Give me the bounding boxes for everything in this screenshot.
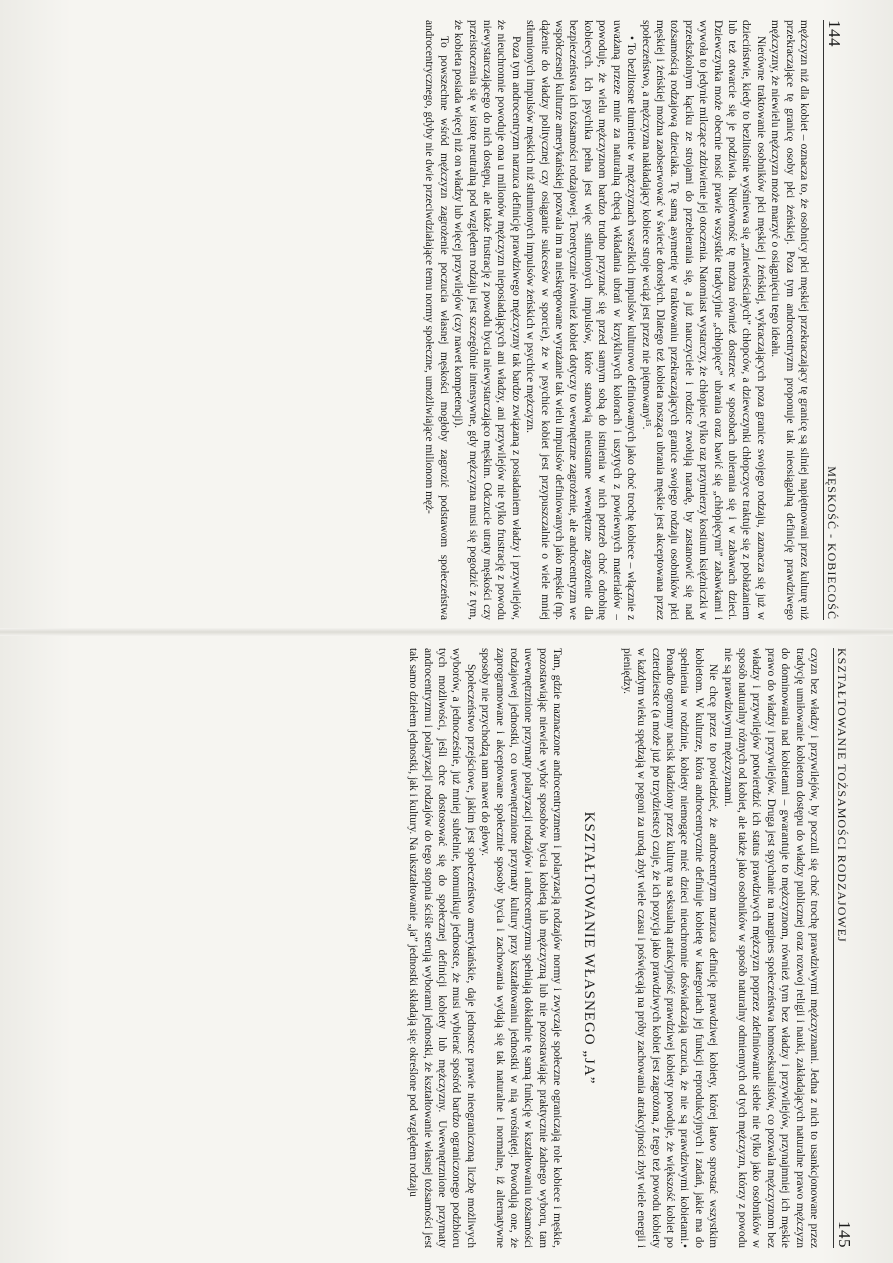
paragraph: Poza tym androcentryzm narzuca definicję prawdziwego mężczyzny tak bardzo związaną z posiadaniem władzy i przywilejów, że nieuchronnie powoduje ona u milionów mężczyzn nieposiadających ani władzy, ani przywilejów nie tylko frustrację z powodu niewystarczającego do nich dostępu, ale także frustrację z powodu bycia niewystarczająco męskim. Odczucie utraty męskości czy przeistoczenia się w istotę neutralną pod względem rodzaju jest szczególnie intensywne, gdy mężczyzna musi się pogodzić z tym, że kobieta posiada więcej niż on władzy lub więcej przywilejów (czy nawet kompetencji). xyxy=(452,20,522,620)
section-title: KSZTAŁTOWANIE WŁASNEGO „JA” xyxy=(581,811,598,1085)
running-head: KSZTAŁTOWANIE TOŻSAMOŚCI RODZAJOWEJ xyxy=(835,648,849,943)
paragraph: czyzn bez władzy i przywilejów, by poczuli się choć trochę prawdziwymi mężczyznami. Jedna z nich to usankcjonowane przez tradycję umiłowanie kobietom dostępu do władzy publicznej oraz rozwoj religii i nauki, zakładających naturalne prawo mężczyzn do dominowania nad kobietami – gwarantuje to mężczyznom, również tym bez władzy i przywilejów, przynajmniej ich męskie prawo do władzy i przywilejów. Druga jest spychanie na margines społeczeństwa homoseksualistów, co pozwala mężczyznom bez władzy i przywilejów potwierdzić ich status prawdziwych mężczyzn poprzez zdefiniowanie siebie nie tylko jako osobników w sposób naturalny różnych od kobiet, ale także jako osobników w sposób naturalny odmiennych od tych mężczyzn, którzy z powodu nie są prawdziwymi mężczyznami. xyxy=(721,648,820,1248)
paragraph: Nierówne traktowanie osobników płci męskiej i żeńskiej, wykraczających poza granice swojego rodzaju, zaznacza się już w dzieciństwie, kiedy to bezlitośnie wyśmiewa się „zniewieściałych” chłopców, a dziewczynki chłopczyce traktuje się z pobłażaniem lub też otwarcie się je podziwia. Nierówność tę można również dostrzec w sposobach ubierania się i w zabawach dzieci. Dziewczynka może obecnie nosić prawie wszystkie tradycyjnie „chłopięce” ubrania oraz bawić się „chłopięcymi” zabawkami i wywoła to jedynie milczące zdziwienie jej otoczenia. Natomiast wystarczy, że chłopiec tylko raz przymierzy kostium księżniczki w przedszkolnym kąciku ze strojami do przebierania się, a już nauczyciele i rodzice zwołują naradę, by zastanowić się nad tożsamością rodzajową dzieciaka. Tę samą asymetrię w traktowaniu przekraczających granice swojego rodzaju osobników płci męskiej i żeńskiej można zaobserwować w świecie dorosłych. Dlatego też kobieta nosząca ubrania męskie jest akceptowana przez społeczeństwo, a mężczyzna nakładający kobiece stroje wciąż jest przez nie piętnowany¹⁵. xyxy=(639,20,767,620)
paragraph: To powszechne wśród mężczyzn zagrożenie poczucia własnej męskości mogłoby zagrozić podstawom społeczeństwa androcentrycznego, gdyby nie dwie przeciwdziałające temu normy społeczne, umożliwiające milionom męż- xyxy=(423,20,450,620)
book-gutter xyxy=(0,628,893,636)
page-header xyxy=(823,20,852,620)
paragraph: Społeczeństwo przejściowe, jakim jest społeczeństwo amerykańskie, daje jednostce prawie nieograniczoną liczbę możliwych wyborów, a jednocześnie, już mniej subtelnie, komunikuje jednostce, że musi wybierać spośród bardzo ograniczonego podzbioru tych możliwości, jeśli chce dostosować się do społecznej definicji kobiety lub mężczyzny. Uwewnętrznione przymaty androcentryzmu i polaryzacji rodzajów do tego stopnia ściśle sterują wyborami jednostki, że kształtowanie własnej tożsamości jest tak samo dziełem jednostki, jak i kultury. Na ukształtowanie „ja” jednostki składają się: określone pod względem rodzaju xyxy=(407,648,477,1248)
running-head: MĘSKOŚĆ - KOBIECOŚĆ xyxy=(825,466,839,620)
page-145 xyxy=(42,648,862,1248)
page-144 xyxy=(32,20,852,620)
page-number: 145 xyxy=(835,1221,854,1248)
paragraph: mężczyzn niż dla kobiet – oznacza to, że osobnicy płci męskiej przekraczający tę granicę są silniej napiętnowani przez kulturę niż przekraczające tę granicę osoby płci żeńskiej. Poza tym androcentryzm proponuje tak nieosiągalną definicję prawdziwego mężczyzny, że niewielu mężczyzn może marzyć o osiągnięciu tego ideału. xyxy=(769,20,810,620)
page-header xyxy=(833,648,862,1248)
paragraph: • To bezlitosne tłumienie w mężczyznach wszelkich impulsów kulturowo definiowanych jako choć trochę kobiece – włącznie z uważaną przeze mnie za naturalną chęcią wkładania ubrań w krzykliwych kolorach i uszytych z powiewnych materiałów – powoduje, że wielu mężczyznom bardzo trudno przyznać się przed samym sobą do istnienia w nich potrzeb choć odrobinę kobiecych. Ich psychika pełna jest więc stłumionych impulsów, które stanowią nieustanne wewnętrzne zagrożenie dla bezpieczeństwa ich tożsamości rodzajowej. Teoretycznie również kobiet dotyczy to wewnętrzne zagrożenie, ale androcentryzm we współczesnej kulturze amerykańskiej pozwala im na nieskrępowane wyrażanie tak wielu impulsów definiowanych jako męskie (np. dążenie do władzy politycznej czy osiąganie sukcesów w sporcie), że w psychice kobiet jest przypuszczalnie o wiele mniej stłumionych impulsów męskich niż stłumionych impulsów żeńskich w psychice mężczyzn. xyxy=(524,20,638,620)
paragraph: Nie chcę przez to powiedzieć, że androcentryzm narzuca definicję prawdziwej kobiety, której łatwo sprostać wszystkim kobietom. W kulturze, która androcentrycznie definiuje kobietę w kategoriach jej funkcji reprodukcyjnych i zadań, jakie ma do spełnienia w rodzinie, kobiety niemogące mieć dzieci nieuchronnie doświadczają uczucia, że nie są prawdziwymi kobietami.• Ponadto ogromny nacisk kładziony przez kulturę na seksualną atrakcyjność prawdziwej kobiety powoduje, że większość kobiet po czterdziestce (a może już po trzydziestce) czuje, że ich pozycja jako prawdziwych kobiet jest zagrożona, z tego też powodu kobiety w każdym wieku spędzają w pogoni za urodą zbyt wiele czasu i poświęcają na próby zachowania atrakcyjności zbyt wiele energii i pieniędzy. xyxy=(620,648,720,1248)
paragraph: Tam, gdzie naznaczone androcentryzmem i polaryzacją rodzajów normy i zwyczaje społeczne ograniczają role kobiece i męskie, pozostawiając niewiele wybór sposobów bycia kobietą lub mężczyzną lub nie pozostawiając praktycznie żadnego wyboru, tam uwewnętrznione przymaty polaryzacji rodzajów i androcentryzmu spełniają dokładnie tę samą funkcję w kształtowaniu tożsamości rodzajowej jednostki, co uwewnętrznione przymaty kultury przy kształtowaniu jednostki w nią wrośniętej. Powodują one, że zaprogramowane i akceptowane społecznie sposoby bycia i zachowania wydają się tak naturalne i normalne, iż alternatywne sposoby nie przychodzą nam nawet do głowy. xyxy=(479,648,564,1248)
page-number: 144 xyxy=(825,20,844,47)
